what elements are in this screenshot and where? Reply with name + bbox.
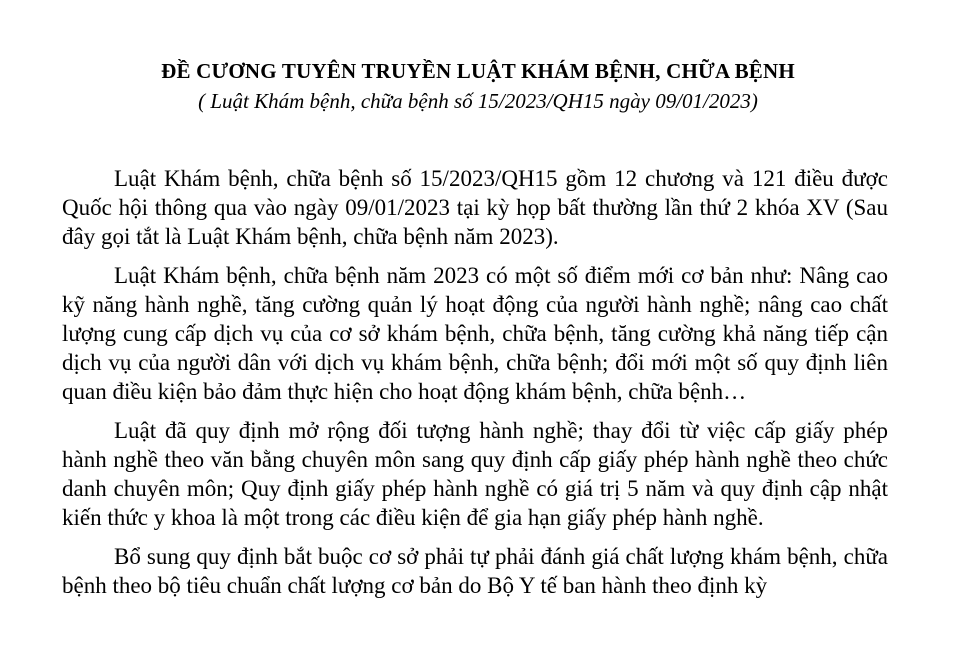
paragraph-4: Bổ sung quy định bắt buộc cơ sở phải tự phải đánh giá chất lượng khám bệnh, chữa bệnh theo bộ tiêu chuẩn chất lượng cơ bản do Bộ Y tế ban hành theo định kỳ [62, 544, 888, 598]
paragraph-1: Luật Khám bệnh, chữa bệnh số 15/2023/QH15 gồm 12 chương và 121 điều được Quốc hội thông qua vào ngày 09/01/2023 tại kỳ họp bất thường lần thứ 2 khóa XV (Sau đây gọi tắt là Luật Khám bệnh, chữa bệnh năm 2023). [62, 166, 888, 249]
paragraph-3: Luật đã quy định mở rộng đối tượng hành nghề; thay đổi từ việc cấp giấy phép hành nghề theo văn bằng chuyên môn sang quy định cấp giấy phép hành nghề theo chức danh chuyên môn; Quy định giấy phép hành nghề có giá trị 5 năm và quy định cập nhật kiến thức y khoa là một trong các điều kiện để gia hạn giấy phép hành nghề. [62, 418, 888, 530]
document-body [62, 164, 888, 610]
document-title: ĐỀ CƯƠNG TUYÊN TRUYỀN LUẬT KHÁM BỆNH, CHỮA BỆNH [161, 59, 795, 83]
document-subtitle: ( Luật Khám bệnh, chữa bệnh số 15/2023/QH15 ngày 09/01/2023) [198, 89, 758, 113]
paragraph-2: Luật Khám bệnh, chữa bệnh năm 2023 có một số điểm mới cơ bản như: Nâng cao kỹ năng hành nghề, tăng cường quản lý hoạt động của người hành nghề; nâng cao chất lượng cung cấp dịch vụ của cơ sở khám bệnh, chữa bệnh, tăng cường khả năng tiếp cận dịch vụ của người dân với dịch vụ khám bệnh, chữa bệnh; đổi mới một số quy định liên quan điều kiện bảo đảm thực hiện cho hoạt động khám bệnh, chữa bệnh… [62, 263, 888, 404]
